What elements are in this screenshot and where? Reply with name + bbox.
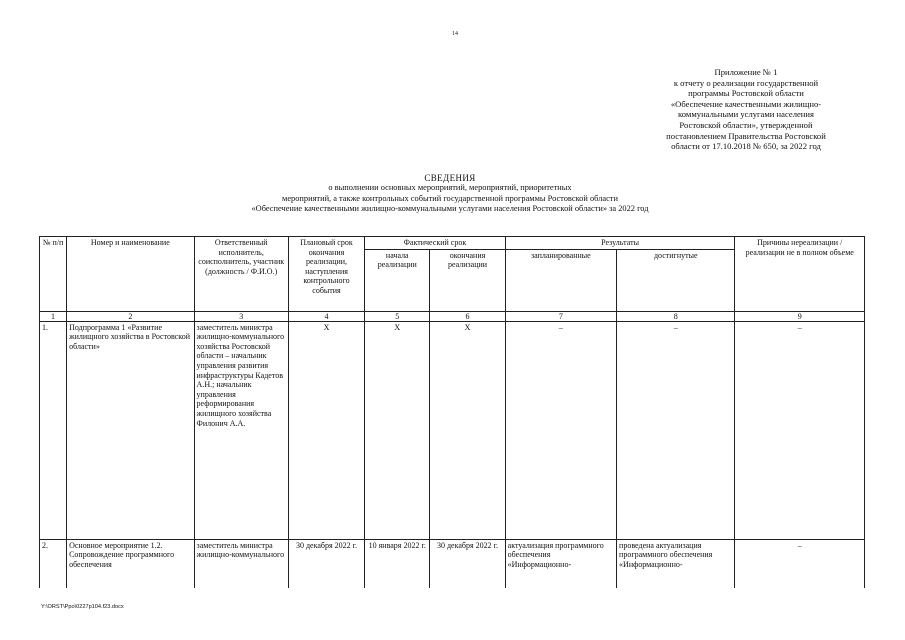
report-table <box>39 236 865 588</box>
column-number: 4 <box>288 311 364 321</box>
column-number: 5 <box>365 311 430 321</box>
row-end: 30 декабря 2022 г. <box>430 539 505 588</box>
row-name: Подпрограмма 1 «Развитие жилищного хозяйства в Ростовской области» <box>67 321 194 539</box>
appendix-line: «Обеспечение качественными жилищно- <box>670 98 822 109</box>
row-name: Основное мероприятие 1.2. Сопровождение программного обеспечения <box>67 539 194 588</box>
file-path-footer: Y:\ORST\Ppo\0227p104.f23.docx <box>41 604 124 610</box>
row-results-planned: – <box>505 321 616 539</box>
column-number: 9 <box>735 311 865 321</box>
column-number: 2 <box>67 311 194 321</box>
document-heading <box>150 173 750 215</box>
row-num: 2. <box>40 539 67 588</box>
row-start: Х <box>365 321 430 539</box>
header-actual: Фактический срок <box>365 237 506 250</box>
header-num: № п/п <box>40 237 67 312</box>
column-number: 7 <box>505 311 616 321</box>
page-number: 14 <box>452 31 458 37</box>
row-end: Х <box>430 321 505 539</box>
appendix-line: к отчету о реализации государственной <box>673 77 819 88</box>
appendix-line: программы Ростовской области <box>688 88 804 99</box>
appendix-note <box>640 67 852 152</box>
header-name: Номер и наименование <box>67 237 194 312</box>
column-number: 1 <box>40 311 67 321</box>
row-results-achieved: – <box>617 321 735 539</box>
row-start: 10 января 2022 г. <box>365 539 430 588</box>
column-number: 3 <box>194 311 288 321</box>
column-number-row <box>40 311 865 321</box>
row-responsible: заместитель министра жилищно-коммунального хозяйства Ростовской области – начальник управления развития инфраструктуры Кадетов А.Н.; начальник управления реформирования жилищного хозяйства Филонич А.А. <box>194 321 288 539</box>
column-number: 6 <box>430 311 505 321</box>
header-results: Результаты <box>505 237 735 250</box>
row-planned: 30 декабря 2022 г. <box>288 539 364 588</box>
header-results-achieved: достигнутые <box>617 249 735 311</box>
column-number: 8 <box>617 311 735 321</box>
header-reasons: Причины нереализации / реализации не в полном объеме <box>735 237 865 312</box>
row-reasons: – <box>735 539 865 588</box>
row-reasons: – <box>735 321 865 539</box>
appendix-line: постановлением Правительства Ростовской <box>666 130 826 141</box>
heading-line: «Обеспечение качественными жилищно-коммунальными услугами населения Ростовской области» за 2022 год <box>251 204 649 214</box>
appendix-line: коммунальными услугами населения <box>678 109 814 120</box>
heading-line: мероприятий, а также контрольных событий государственной программы Ростовской области <box>282 193 618 203</box>
heading-line: о выполнении основных мероприятий, мероприятий, приоритетных <box>328 183 572 193</box>
appendix-line: области от 17.10.2018 № 650, за 2022 год <box>671 141 821 152</box>
row-planned: Х <box>288 321 364 539</box>
row-results-planned: актуализация программного обеспечения «Информационно- <box>505 539 616 588</box>
header-planned: Плановый срок окончания реализации, наступления контрольного события <box>288 237 364 312</box>
table-row <box>40 321 865 539</box>
header-actual-start: начала реализации <box>365 249 430 311</box>
row-num: 1. <box>40 321 67 539</box>
table-row <box>40 539 865 588</box>
appendix-line: Приложение № 1 <box>714 67 778 77</box>
header-responsible: Ответственный исполнитель, соисполнитель, участник (должность / Ф.И.О.) <box>194 237 288 312</box>
appendix-line: Ростовской области», утвержденной <box>679 119 813 130</box>
header-row <box>40 237 865 250</box>
document-title: СВЕДЕНИЯ <box>424 173 476 183</box>
row-results-achieved: проведена актуализация программного обеспечения «Информационно- <box>617 539 735 588</box>
header-actual-end: окончания реализации <box>430 249 505 311</box>
row-responsible: заместитель министра жилищно-коммунального <box>194 539 288 588</box>
header-results-planned: запланированные <box>505 249 616 311</box>
